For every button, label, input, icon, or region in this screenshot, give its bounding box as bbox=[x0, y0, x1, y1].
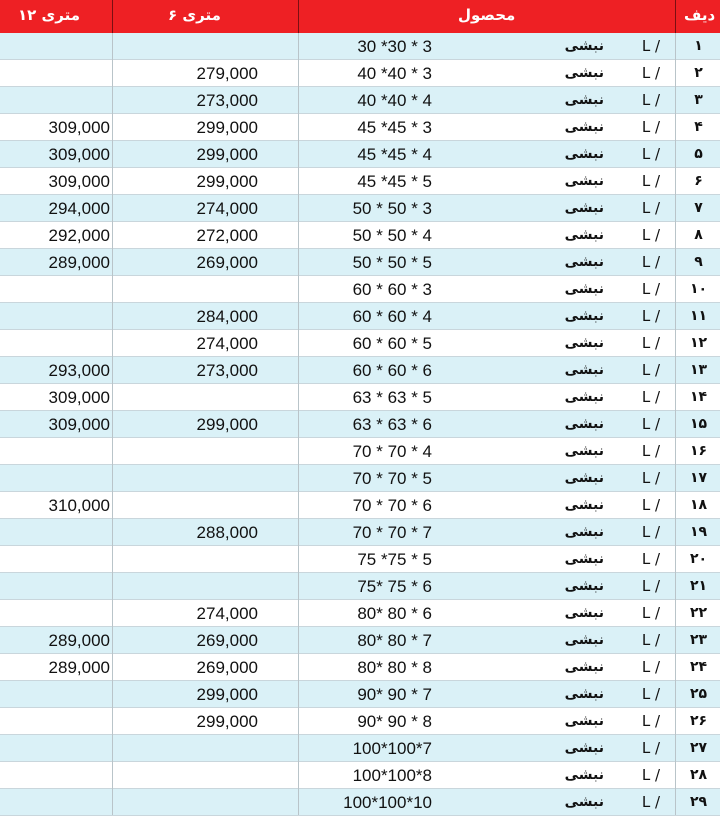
type-cell: نبشی bbox=[564, 551, 604, 567]
table-row bbox=[0, 60, 720, 87]
index-cell: ۲۸ bbox=[689, 767, 708, 783]
table-row bbox=[0, 303, 720, 330]
size-cell: 70 * 70 * 4 bbox=[352, 442, 432, 461]
price-6m-cell: 299,000 bbox=[196, 118, 258, 137]
size-cell: 80* 80 * 6 bbox=[357, 604, 432, 623]
price-12m-cell: 310,000 bbox=[48, 496, 110, 515]
type-cell: نبشی bbox=[564, 227, 604, 243]
price-12m-cell: 309,000 bbox=[48, 415, 110, 434]
price-6m-cell: 284,000 bbox=[196, 307, 258, 326]
header-price-6m: ۶ متری bbox=[168, 6, 221, 24]
table-row bbox=[0, 168, 720, 195]
type-cell: نبشی bbox=[564, 38, 604, 54]
price-12m-cell: 293,000 bbox=[48, 361, 110, 380]
type-cell: نبشی bbox=[564, 470, 604, 486]
type-cell: نبشی bbox=[564, 308, 604, 324]
index-cell: ۲۹ bbox=[689, 794, 708, 810]
size-cell: 60 * 60 * 6 bbox=[352, 361, 432, 380]
price-12m-cell bbox=[0, 60, 110, 87]
price-6m-cell: 299,000 bbox=[196, 685, 258, 704]
price-6m-cell: 269,000 bbox=[196, 658, 258, 677]
table-row bbox=[0, 222, 720, 249]
shape-cell: L / bbox=[641, 766, 660, 784]
index-cell: ۸ bbox=[694, 227, 703, 243]
table-row bbox=[0, 465, 720, 492]
size-cell: 100*100*10 bbox=[343, 793, 432, 812]
price-6m-cell: 269,000 bbox=[196, 631, 258, 650]
index-cell: ۴ bbox=[694, 119, 703, 135]
price-6m-cell bbox=[150, 789, 258, 816]
table-row bbox=[0, 627, 720, 654]
header-divider bbox=[112, 0, 113, 33]
size-cell: 90* 90 * 7 bbox=[357, 685, 432, 704]
shape-cell: L / bbox=[641, 496, 660, 514]
price-12m-cell bbox=[0, 708, 110, 735]
table-row bbox=[0, 357, 720, 384]
price-12m-cell: 292,000 bbox=[48, 226, 110, 245]
price-6m-cell: 269,000 bbox=[196, 253, 258, 272]
price-6m-cell: 288,000 bbox=[196, 523, 258, 542]
shape-cell: L / bbox=[641, 145, 660, 163]
price-12m-cell: 289,000 bbox=[48, 631, 110, 650]
size-cell: 50 * 50 * 5 bbox=[352, 253, 432, 272]
shape-cell: L / bbox=[641, 361, 660, 379]
shape-cell: L / bbox=[641, 658, 660, 676]
type-cell: نبشی bbox=[564, 578, 604, 594]
price-6m-cell: 274,000 bbox=[196, 199, 258, 218]
shape-cell: L / bbox=[641, 253, 660, 271]
column-divider bbox=[112, 33, 113, 815]
shape-cell: L / bbox=[641, 685, 660, 703]
price-12m-cell bbox=[0, 33, 110, 60]
price-6m-cell: 273,000 bbox=[196, 91, 258, 110]
index-cell: ۱۶ bbox=[689, 443, 708, 459]
type-cell: نبشی bbox=[564, 65, 604, 81]
index-cell: ۳ bbox=[694, 92, 703, 108]
price-12m-cell bbox=[0, 519, 110, 546]
index-cell: ۵ bbox=[694, 146, 703, 162]
table-row bbox=[0, 546, 720, 573]
size-cell: 90* 90 * 8 bbox=[357, 712, 432, 731]
shape-cell: L / bbox=[641, 91, 660, 109]
price-6m-cell: 299,000 bbox=[196, 172, 258, 191]
table-row bbox=[0, 195, 720, 222]
shape-cell: L / bbox=[641, 712, 660, 730]
price-12m-cell: 309,000 bbox=[48, 145, 110, 164]
price-6m-cell bbox=[150, 573, 258, 600]
type-cell: نبشی bbox=[564, 740, 604, 756]
price-12m-cell bbox=[0, 276, 110, 303]
shape-cell: L / bbox=[641, 64, 660, 82]
table-row bbox=[0, 411, 720, 438]
price-6m-cell bbox=[150, 762, 258, 789]
type-cell: نبشی bbox=[564, 794, 604, 810]
index-cell: ۷ bbox=[694, 200, 703, 216]
index-cell: ۲۲ bbox=[689, 605, 708, 621]
index-cell: ۱۰ bbox=[689, 281, 708, 297]
size-cell: 70 * 70 * 6 bbox=[352, 496, 432, 515]
shape-cell: L / bbox=[641, 604, 660, 622]
shape-cell: L / bbox=[641, 307, 660, 325]
price-12m-cell bbox=[0, 303, 110, 330]
price-12m-cell bbox=[0, 789, 110, 816]
type-cell: نبشی bbox=[564, 173, 604, 189]
price-6m-cell bbox=[150, 33, 258, 60]
size-cell: 63 * 63 * 6 bbox=[352, 415, 432, 434]
column-divider bbox=[298, 33, 299, 815]
table-row bbox=[0, 249, 720, 276]
table-row bbox=[0, 573, 720, 600]
type-cell: نبشی bbox=[564, 254, 604, 270]
shape-cell: L / bbox=[641, 415, 660, 433]
index-cell: ۱۸ bbox=[689, 497, 708, 513]
index-cell: ۲۶ bbox=[689, 713, 708, 729]
index-cell: ۱۱ bbox=[689, 308, 708, 324]
price-12m-cell bbox=[0, 735, 110, 762]
type-cell: نبشی bbox=[564, 362, 604, 378]
shape-cell: L / bbox=[641, 469, 660, 487]
index-cell: ۱۵ bbox=[689, 416, 708, 432]
table-row bbox=[0, 681, 720, 708]
price-6m-cell bbox=[150, 438, 258, 465]
table-row bbox=[0, 735, 720, 762]
size-cell: 63 * 63 * 5 bbox=[352, 388, 432, 407]
price-6m-cell: 272,000 bbox=[196, 226, 258, 245]
type-cell: نبشی bbox=[564, 659, 604, 675]
index-cell: ۱ bbox=[694, 38, 703, 54]
table-row bbox=[0, 708, 720, 735]
size-cell: 50 * 50 * 4 bbox=[352, 226, 432, 245]
size-cell: 40 *40 * 3 bbox=[357, 64, 432, 83]
size-cell: 40 *40 * 4 bbox=[357, 91, 432, 110]
index-cell: ۲ bbox=[694, 65, 703, 81]
price-12m-cell bbox=[0, 438, 110, 465]
table-row bbox=[0, 276, 720, 303]
table-row bbox=[0, 114, 720, 141]
price-6m-cell bbox=[150, 384, 258, 411]
price-12m-cell bbox=[0, 330, 110, 357]
type-cell: نبشی bbox=[564, 416, 604, 432]
price-12m-cell: 309,000 bbox=[48, 172, 110, 191]
type-cell: نبشی bbox=[564, 119, 604, 135]
header-product: محصول bbox=[458, 6, 516, 24]
type-cell: نبشی bbox=[564, 389, 604, 405]
size-cell: 70 * 70 * 5 bbox=[352, 469, 432, 488]
shape-cell: L / bbox=[641, 226, 660, 244]
table-row bbox=[0, 762, 720, 789]
table-row bbox=[0, 384, 720, 411]
table-row bbox=[0, 492, 720, 519]
table-row bbox=[0, 438, 720, 465]
size-cell: 50 * 50 * 3 bbox=[352, 199, 432, 218]
index-cell: ۲۵ bbox=[689, 686, 708, 702]
price-12m-cell: 289,000 bbox=[48, 253, 110, 272]
size-cell: 45 *45 * 3 bbox=[357, 118, 432, 137]
price-12m-cell: 309,000 bbox=[48, 118, 110, 137]
index-cell: ۱۴ bbox=[689, 389, 708, 405]
price-6m-cell: 299,000 bbox=[196, 712, 258, 731]
shape-cell: L / bbox=[641, 172, 660, 190]
size-cell: 60 * 60 * 3 bbox=[352, 280, 432, 299]
shape-cell: L / bbox=[641, 577, 660, 595]
type-cell: نبشی bbox=[564, 767, 604, 783]
price-6m-cell bbox=[150, 492, 258, 519]
shape-cell: L / bbox=[641, 37, 660, 55]
size-cell: 70 * 70 * 7 bbox=[352, 523, 432, 542]
price-12m-cell bbox=[0, 546, 110, 573]
index-cell: ۲۴ bbox=[689, 659, 708, 675]
price-12m-cell bbox=[0, 762, 110, 789]
shape-cell: L / bbox=[641, 280, 660, 298]
index-cell: ۲۷ bbox=[689, 740, 708, 756]
table-row bbox=[0, 33, 720, 60]
type-cell: نبشی bbox=[564, 200, 604, 216]
type-cell: نبشی bbox=[564, 335, 604, 351]
table-header bbox=[0, 0, 720, 33]
price-12m-cell bbox=[0, 573, 110, 600]
size-cell: 30 *30 * 3 bbox=[357, 37, 432, 56]
header-divider bbox=[675, 0, 676, 33]
price-6m-cell bbox=[150, 546, 258, 573]
table-row bbox=[0, 519, 720, 546]
size-cell: 75* 75 * 6 bbox=[357, 577, 432, 596]
price-6m-cell bbox=[150, 465, 258, 492]
header-price-12m: ۱۲ متری bbox=[18, 6, 81, 24]
index-cell: ۲۳ bbox=[689, 632, 708, 648]
price-12m-cell bbox=[0, 681, 110, 708]
size-cell: 45 *45 * 5 bbox=[357, 172, 432, 191]
type-cell: نبشی bbox=[564, 92, 604, 108]
price-12m-cell bbox=[0, 600, 110, 627]
size-cell: 80* 80 * 8 bbox=[357, 658, 432, 677]
type-cell: نبشی bbox=[564, 524, 604, 540]
type-cell: نبشی bbox=[564, 632, 604, 648]
table-row bbox=[0, 87, 720, 114]
price-6m-cell bbox=[150, 276, 258, 303]
type-cell: نبشی bbox=[564, 686, 604, 702]
index-cell: ۲۱ bbox=[689, 578, 708, 594]
price-6m-cell: 279,000 bbox=[196, 64, 258, 83]
type-cell: نبشی bbox=[564, 281, 604, 297]
size-cell: 80* 80 * 7 bbox=[357, 631, 432, 650]
type-cell: نبشی bbox=[564, 443, 604, 459]
shape-cell: L / bbox=[641, 199, 660, 217]
size-cell: 60 * 60 * 5 bbox=[352, 334, 432, 353]
table-row bbox=[0, 141, 720, 168]
price-12m-cell: 294,000 bbox=[48, 199, 110, 218]
header-divider bbox=[298, 0, 299, 33]
index-cell: ۱۲ bbox=[689, 335, 708, 351]
type-cell: نبشی bbox=[564, 605, 604, 621]
index-cell: ۲۰ bbox=[689, 551, 708, 567]
table-row bbox=[0, 600, 720, 627]
price-12m-cell bbox=[0, 465, 110, 492]
type-cell: نبشی bbox=[564, 146, 604, 162]
type-cell: نبشی bbox=[564, 497, 604, 513]
price-6m-cell: 274,000 bbox=[196, 334, 258, 353]
price-12m-cell: 289,000 bbox=[48, 658, 110, 677]
size-cell: 60 * 60 * 4 bbox=[352, 307, 432, 326]
shape-cell: L / bbox=[641, 334, 660, 352]
shape-cell: L / bbox=[641, 388, 660, 406]
index-cell: ۱۹ bbox=[689, 524, 708, 540]
table-row bbox=[0, 789, 720, 816]
price-12m-cell bbox=[0, 87, 110, 114]
price-6m-cell: 273,000 bbox=[196, 361, 258, 380]
shape-cell: L / bbox=[641, 118, 660, 136]
header-index: دیف bbox=[684, 6, 716, 24]
price-6m-cell: 299,000 bbox=[196, 145, 258, 164]
index-cell: ۹ bbox=[694, 254, 703, 270]
index-cell: ۱۳ bbox=[689, 362, 708, 378]
shape-cell: L / bbox=[641, 793, 660, 811]
size-cell: 45 *45 * 4 bbox=[357, 145, 432, 164]
type-cell: نبشی bbox=[564, 713, 604, 729]
size-cell: 100*100*8 bbox=[352, 766, 432, 785]
table-row bbox=[0, 654, 720, 681]
shape-cell: L / bbox=[641, 442, 660, 460]
shape-cell: L / bbox=[641, 523, 660, 541]
index-cell: ۱۷ bbox=[689, 470, 708, 486]
price-6m-cell: 274,000 bbox=[196, 604, 258, 623]
column-divider bbox=[675, 33, 676, 815]
table-row bbox=[0, 330, 720, 357]
price-6m-cell: 299,000 bbox=[196, 415, 258, 434]
price-6m-cell bbox=[150, 735, 258, 762]
size-cell: 100*100*7 bbox=[352, 739, 432, 758]
price-12m-cell: 309,000 bbox=[48, 388, 110, 407]
size-cell: 75 *75 * 5 bbox=[357, 550, 432, 569]
index-cell: ۶ bbox=[694, 173, 703, 189]
shape-cell: L / bbox=[641, 631, 660, 649]
shape-cell: L / bbox=[641, 550, 660, 568]
shape-cell: L / bbox=[641, 739, 660, 757]
